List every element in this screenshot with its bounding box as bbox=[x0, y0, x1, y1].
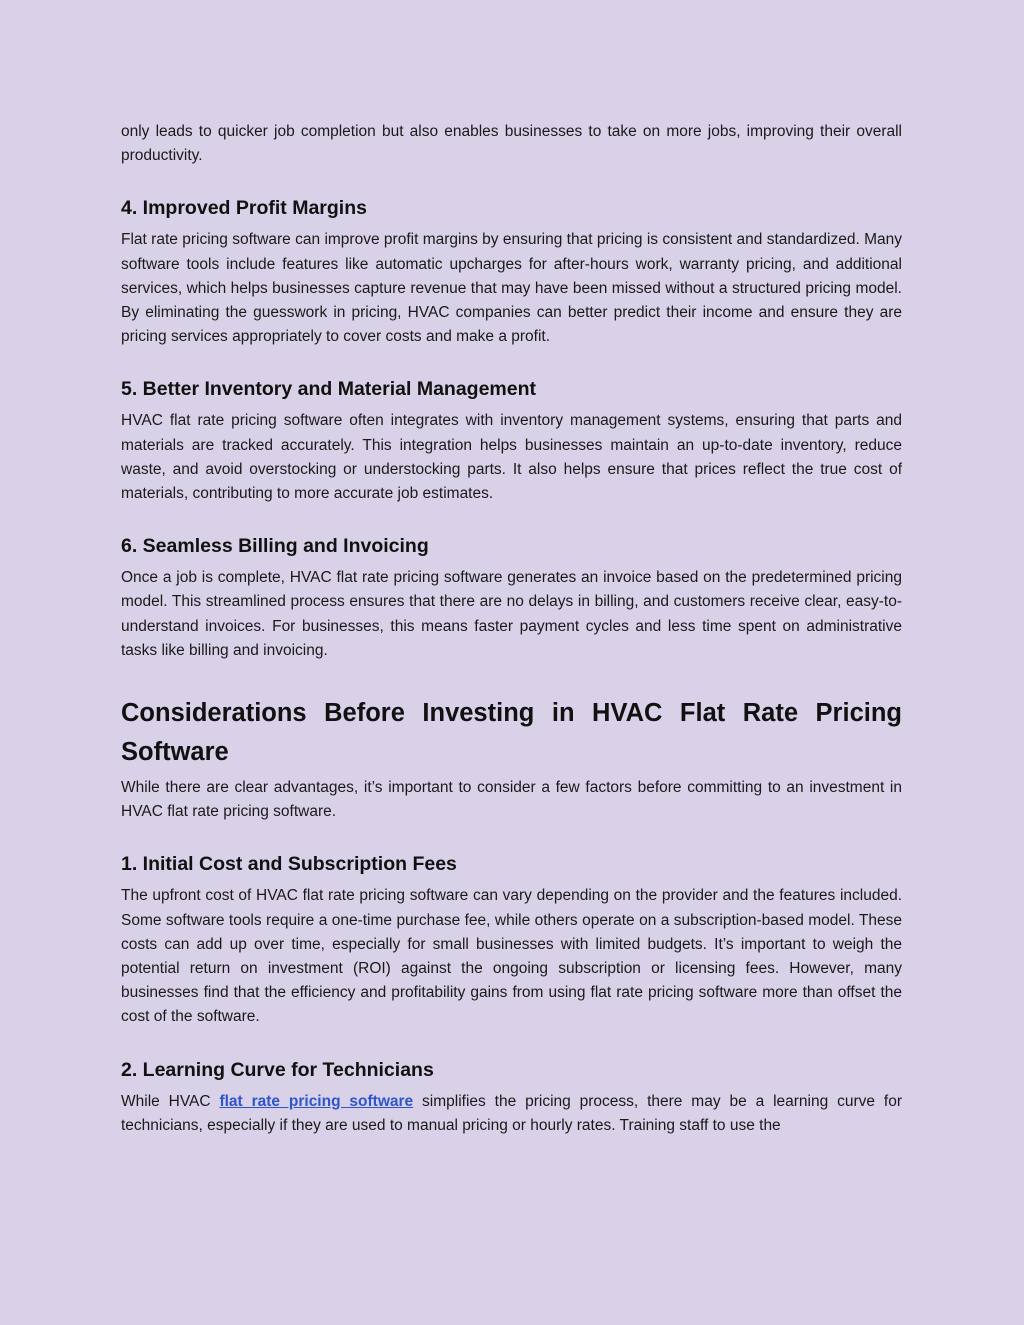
considerations-intro: While there are clear advantages, it’s important to consider a few factors before committing to an investment in HVAC flat rate pricing software. bbox=[121, 779, 902, 821]
section-body-billing: Once a job is complete, HVAC flat rate pricing software generates an invoice based on the predetermined pricing model. This streamlined process ensures that there are no delays in billing, and customers receive clear, easy-to-understand invoices. For businesses, this means faster payment cycles and less time spent on administrative tasks like billing and invoicing. bbox=[121, 569, 902, 659]
page-content bbox=[121, 120, 902, 1138]
intro-paragraph: only leads to quicker job completion but also enables businesses to take on more jobs, improving their overall productivity. bbox=[121, 123, 902, 165]
consideration-heading-learning-curve: 2. Learning Curve for Technicians bbox=[121, 1058, 434, 1081]
section-body-inventory: HVAC flat rate pricing software often integrates with inventory management systems, ensuring that parts and materials are tracked accurately. This integration helps businesses maintain an up-to-date inventory, reduce waste, and avoid overstocking or understocking parts. It also helps ensure that prices reflect the true cost of materials, contributing to more accurate job estimates. bbox=[121, 412, 902, 503]
flat-rate-pricing-software-link[interactable]: flat rate pricing software bbox=[219, 1092, 414, 1110]
consideration-heading-initial-cost: 1. Initial Cost and Subscription Fees bbox=[121, 853, 457, 876]
section-body-profit-margins: Flat rate pricing software can improve profit margins by ensuring that pricing is consistent and standardized. Many software tools include features like automatic upcharges for after-hours work, warranty pricing, and additional services, which helps businesses capture revenue that may have been missed without a structured pricing model. By eliminating the guesswork in pricing, HVAC companies can better predict their income and ensure they are pricing services appropriately to cover costs and make a profit. bbox=[121, 231, 902, 346]
section-heading-inventory: 5. Better Inventory and Material Management bbox=[121, 378, 537, 401]
consideration-body-learning-curve bbox=[121, 1090, 902, 1138]
section-heading-billing: 6. Seamless Billing and Invoicing bbox=[121, 535, 429, 558]
learning-curve-text-end: simplifies the pricing process, there may be a learning curve for technicians, especially if they are used to manual pricing or hourly rates. Training staff to use the bbox=[121, 1092, 902, 1134]
consideration-body-initial-cost: The upfront cost of HVAC flat rate pricing software can vary depending on the provider and the features included. Some software tools require a one-time purchase fee, while others operate on a subscription-based model. These costs can add up over time, especially for small businesses with limited budgets. It’s important to weigh the potential return on investment (ROI) against the ongoing subscription or licensing fees. However, many businesses find that the efficiency and profitability gains from using flat rate pricing software more than offset the cost of the software. bbox=[121, 887, 902, 1026]
section-heading-profit-margins: 4. Improved Profit Margins bbox=[121, 197, 367, 220]
learning-curve-text-start: While HVAC bbox=[121, 1092, 220, 1110]
considerations-title: Considerations Before Investing in HVAC Flat Rate Pricing Software bbox=[121, 699, 902, 767]
